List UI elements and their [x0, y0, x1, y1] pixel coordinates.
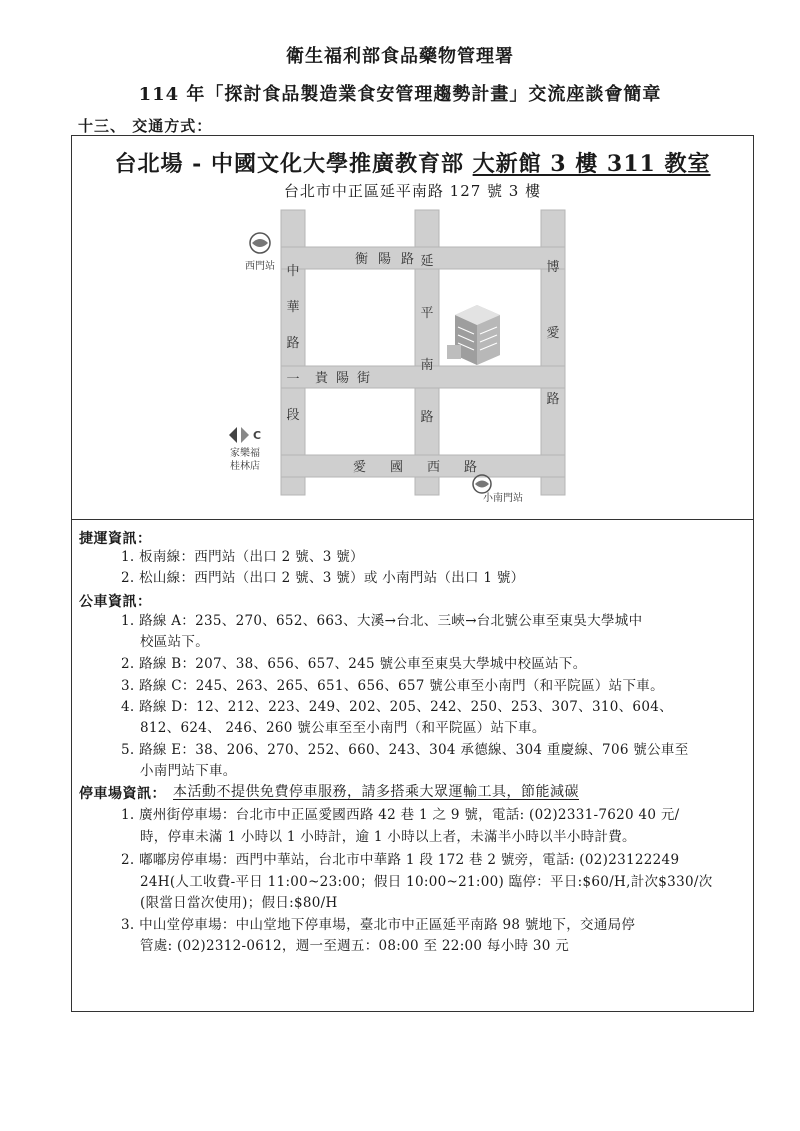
metro-logo-ximen	[250, 233, 270, 253]
bus-line: 3. 路線 C：245、263、265、651、656、657 號公車至小南門（和平院區）站下車。	[121, 678, 664, 694]
agency-title: 衛生福利部食品藥物管理署	[286, 46, 514, 67]
box-divider	[71, 519, 754, 520]
bus-line: 1. 路線 A：235、270、652、663、大溪→台北、三峽→台北號公車至東吳大學城中	[121, 613, 643, 629]
road-label-zhonghua: 中華路一段	[286, 264, 300, 423]
mrt-item: 2. 松山線：西門站（出口 2 號、3 號）或 小南門站（出口 1 號）	[121, 570, 525, 586]
road-label-aiguo: 愛國西路	[353, 460, 502, 475]
road-label-boai: 博愛路	[546, 260, 560, 407]
mrt-item: 1. 板南線：西門站（出口 2 號、3 號）	[121, 549, 364, 565]
location-map	[215, 205, 575, 505]
venue-address: 台北市中正區延平南路 127 號 3 樓	[283, 182, 542, 200]
parking-line: 管處: (02)2312-0612，週一至週五：08:00 至 22:00 每小時 30 元	[140, 938, 570, 954]
road-label-yanping: 延平南路	[420, 254, 434, 425]
venue-title	[71, 147, 754, 178]
bus-heading: 公車資訊：	[79, 594, 152, 610]
mrt-heading: 捷運資訊：	[79, 531, 152, 547]
xiaonanmen-station-label: 小南門站	[483, 493, 523, 504]
parking-line: 24H(人工收費-平日 11:00~23:00；假日 10:00~21:00) 臨停：平日:$60/H,計次$330/次	[140, 874, 713, 890]
parking-heading: 停車場資訊：	[79, 786, 166, 802]
parking-notice: 本活動不提供免費停車服務，請多搭乘大眾運輸工具，節能減碳	[173, 784, 579, 800]
venue-name: 台北場 - 中國文化大學推廣教育部	[114, 151, 464, 177]
carrefour-label-line2: 桂林店	[230, 461, 260, 472]
bus-line: 5. 路線 E：38、206、270、252、660、243、304 承德線、304 重慶線、706 號公車至	[121, 742, 689, 758]
parking-line: 2. 嘟嘟房停車場：西門中華站，台北市中華路 1 段 172 巷 2 號旁，電話: (02)23122249	[121, 852, 680, 868]
svg-text:C: C	[253, 429, 262, 442]
metro-logo-xiaonanmen	[473, 475, 491, 493]
section-label: 十三、 交通方式：	[78, 117, 213, 135]
ximen-station-label: 西門站	[245, 261, 275, 272]
road-label-hengyang: 衡陽路	[355, 252, 425, 267]
bus-line: 2. 路線 B：207、38、656、657、245 號公車至東吳大學城中校區站下。	[121, 656, 587, 672]
building-icon	[447, 305, 500, 365]
carrefour-label-line1: 家樂福	[230, 448, 260, 459]
carrefour-logo	[229, 427, 261, 443]
parking-line: 時，停車未滿 1 小時以 1 小時計，逾 1 小時以上者，未滿半小時以半小時計費。	[140, 829, 636, 845]
parking-line: (限當日當次使用)；假日:$80/H	[140, 895, 338, 911]
bus-line: 小南門站下車。	[140, 763, 237, 779]
bus-line: 812、624、 246、260 號公車至至小南門（和平院區）站下車。	[140, 720, 546, 736]
road-label-guiyang: 貴陽街	[315, 371, 379, 386]
bus-line: 4. 路線 D：12、212、223、249、202、205、242、250、253、307、310、604、	[121, 699, 673, 715]
parking-line: 3. 中山堂停車場：中山堂地下停車場，臺北市中正區延平南路 98 號地下，交通局停	[121, 917, 636, 933]
venue-room: 大新館 3 樓 311 教室	[472, 151, 711, 177]
bus-line: 校區站下。	[140, 634, 209, 650]
meeting-title: 114 年「探討食品製造業食安管理趨勢計畫」交流座談會簡章	[138, 84, 662, 105]
parking-line: 1. 廣州街停車場：台北市中正區愛國西路 42 巷 1 之 9 號，電話: (02)2331-7620 40 元/	[121, 807, 680, 823]
